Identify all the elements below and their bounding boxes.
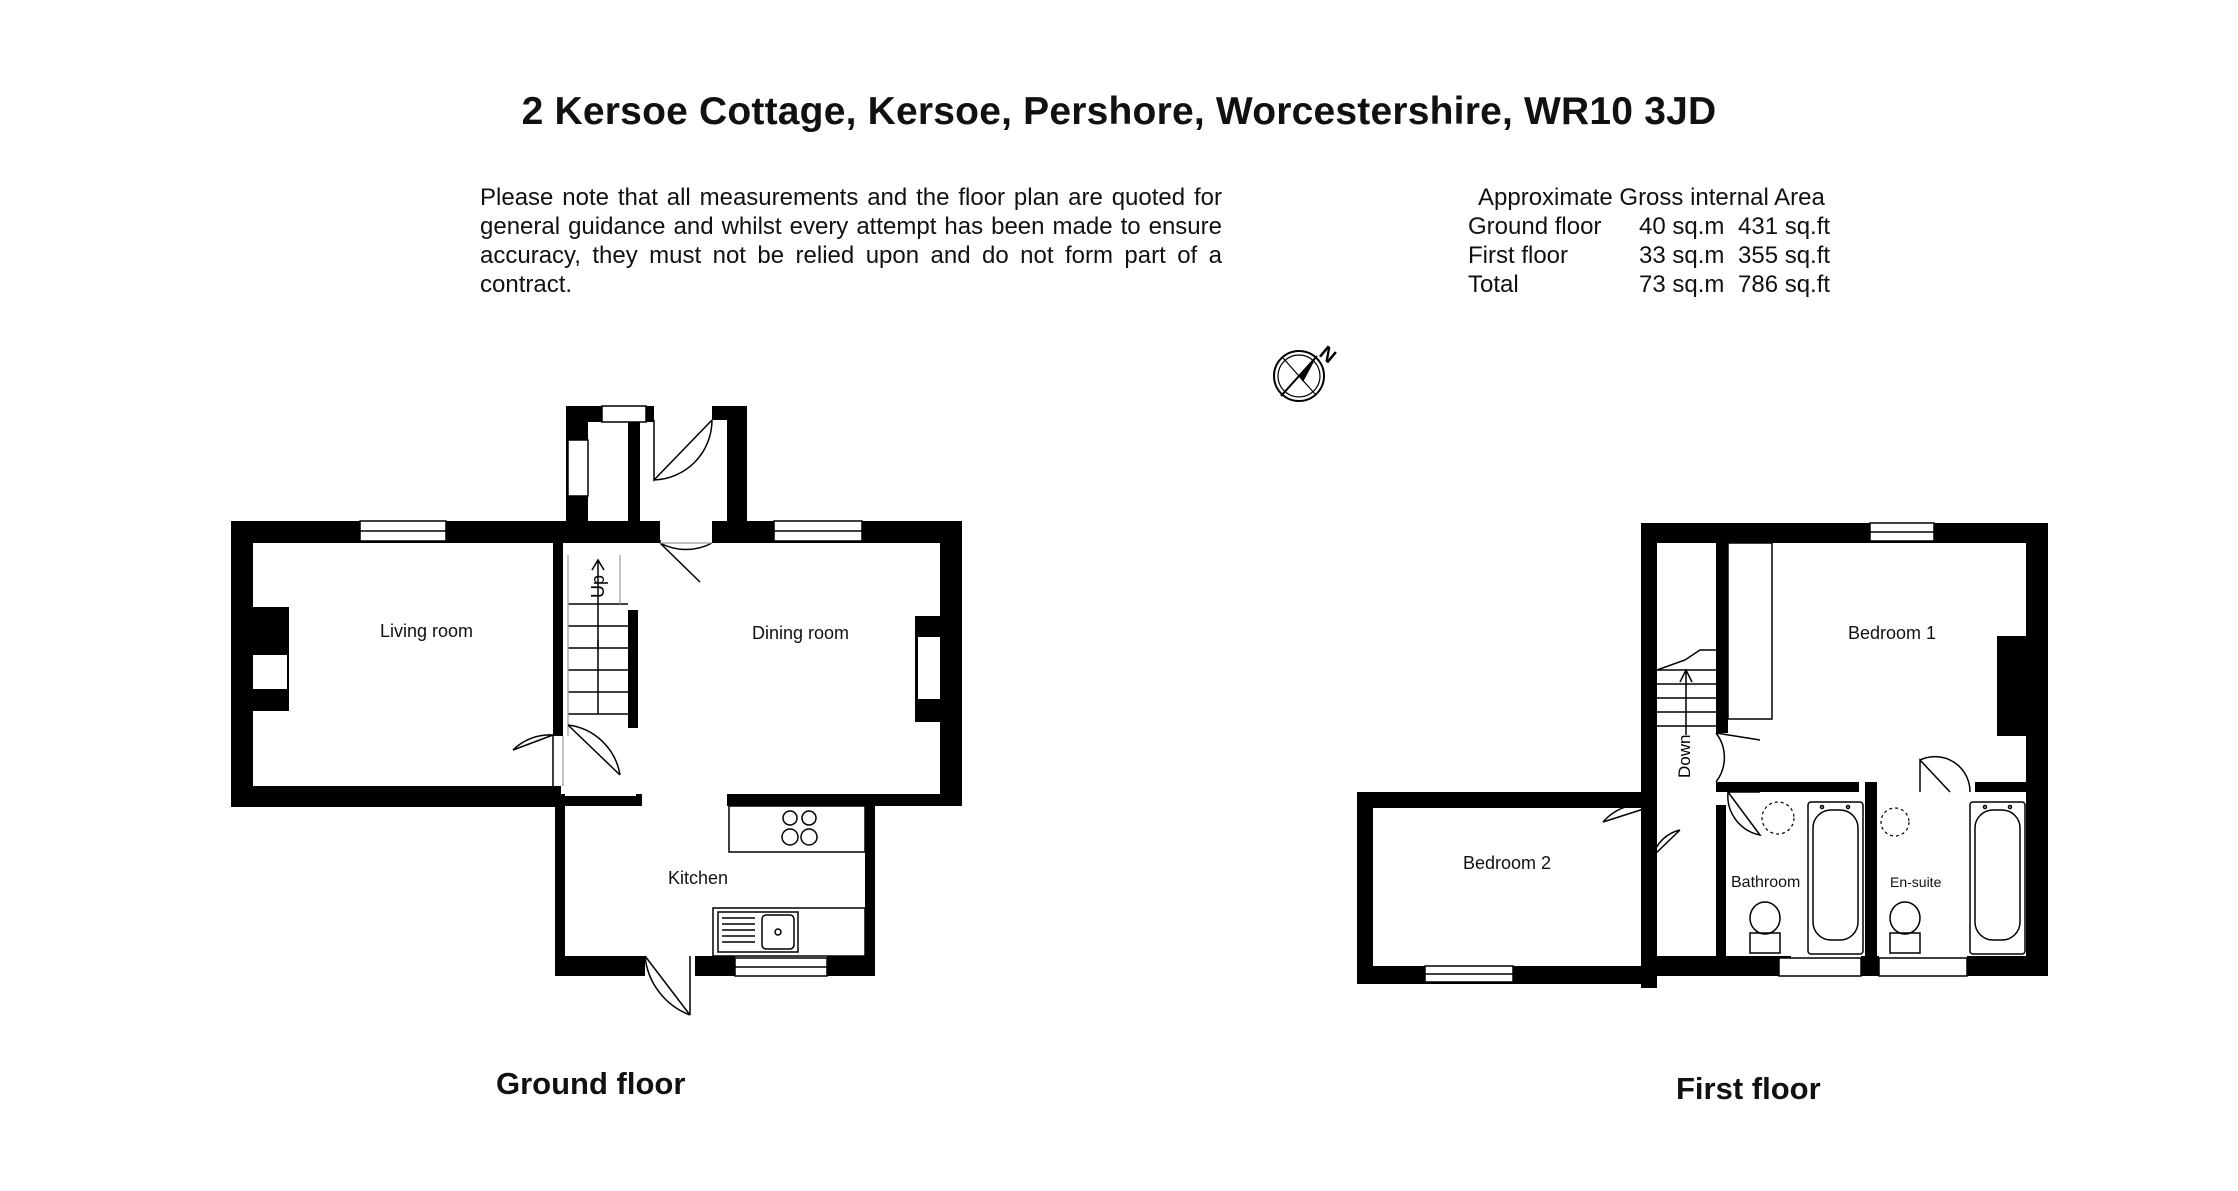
room-label-kitchen: Kitchen [668,868,729,888]
staircase [1657,650,1716,735]
wardrobe [1728,543,1772,719]
chimney-breast [1997,636,2026,736]
window [1879,958,1967,976]
floor-label-first: First floor [1676,1071,1821,1106]
room-label-bedroom-2: Bedroom 2 [1463,853,1552,873]
area-sqft: 431 sq.ft [1738,213,1831,240]
room-label-en-suite: En-suite [1890,874,1942,890]
room-label-living-room: Living room [380,621,474,641]
area-sqft: 355 sq.ft [1738,242,1831,269]
bath-icon [1808,802,1863,954]
toilet-icon [1890,902,1920,953]
area-sqft: 786 sq.ft [1738,271,1831,298]
sink-icon [718,912,798,952]
door [1728,792,1760,835]
wall [1357,792,1373,984]
door [1716,733,1760,782]
area-sqm: 73 sq.m [1639,271,1725,298]
wall [555,794,565,976]
toilet-icon [1750,902,1780,953]
door [568,725,620,775]
wall [555,521,660,543]
door [1920,757,1970,792]
wall [2026,523,2048,973]
window [1779,958,1861,976]
first-floor-plan [1357,523,2048,988]
window [568,440,588,496]
area-sqm: 40 sq.m [1639,213,1725,240]
wall [1641,523,2048,543]
room-label-bathroom: Bathroom [1731,874,1801,891]
area-title: Approximate Gross internal Area [1478,184,1825,211]
basin-icon [1762,802,1794,834]
wall [231,786,561,807]
wall [1716,543,1728,733]
page-title: 2 Kersoe Cottage, Kersoe, Pershore, Worcestershire, WR10 3JD [521,90,1717,133]
floor-label-ground: Ground floor [496,1066,686,1101]
wall [727,406,747,524]
wall [1865,782,1877,976]
ground-floor-plan [231,406,962,1015]
wall [727,794,962,806]
stairs-up-label: Up [588,574,608,598]
area-sqm: 33 sq.m [1639,242,1725,269]
area-label: Ground floor [1468,213,1602,240]
window [602,406,646,422]
wall [231,521,253,807]
door [513,735,553,786]
area-label: Total [1468,271,1519,298]
basin-icon [1881,808,1909,836]
area-label: First floor [1468,242,1569,269]
fireplace-opening [253,655,287,689]
door [645,956,690,1015]
wall [1357,792,1651,808]
wall [940,521,962,794]
kitchen-counter [729,806,865,852]
wall [865,806,875,976]
room-label-dining-room: Dining room [752,623,850,643]
hob-icon [782,811,817,845]
stairs-down-label: Down [1675,734,1694,778]
wall [628,610,638,728]
wall [566,406,602,422]
room-label-bedroom-1: Bedroom 1 [1848,623,1937,643]
door [1653,830,1680,856]
bath-icon [1970,802,2025,954]
compass-icon [1274,342,1340,401]
disclaimer-text: Please note that all measurements and the floor plan are quoted for general guidance and whilst every attempt has been made to ensure accuracy, they must not be relied upon and do not form part of a contract. [480,184,1222,298]
door [660,540,712,582]
compass-north-label: N [1314,341,1340,369]
